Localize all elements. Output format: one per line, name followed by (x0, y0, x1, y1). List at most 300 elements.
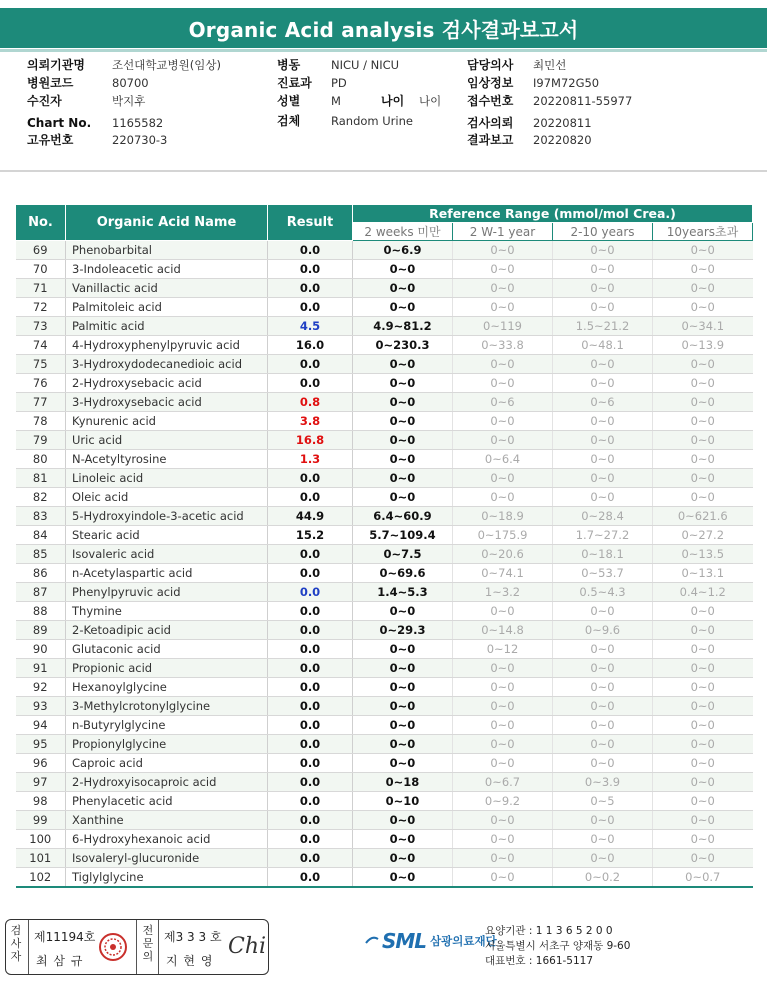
row-number: 90 (16, 640, 66, 659)
result-value: 0.0 (268, 640, 353, 659)
acid-name: Isovaleric acid (66, 545, 268, 564)
acid-name: Phenylacetic acid (66, 792, 268, 811)
results-body (16, 241, 753, 887)
row-number: 84 (16, 526, 66, 545)
ref-over-10-years: 0~0 (653, 450, 753, 469)
ref-2-10-years: 0~0 (553, 355, 653, 374)
report-date-value: 20220820 (533, 133, 592, 147)
ref-over-10-years: 0~621.6 (653, 507, 753, 526)
result-value: 0.0 (268, 602, 353, 621)
ref-over-10-years: 0~0.7 (653, 868, 753, 887)
ref-under-2-weeks: 0~0 (353, 849, 453, 868)
result-value: 0.0 (268, 735, 353, 754)
ref-over-10-years: 0~34.1 (653, 317, 753, 336)
signature: Chi (228, 934, 267, 959)
row-number: 72 (16, 298, 66, 317)
result-value: 0.0 (268, 754, 353, 773)
table-row (16, 564, 753, 583)
signature-box (5, 919, 269, 975)
ref-2-10-years: 0~48.1 (553, 336, 653, 355)
acid-name: Phenylpyruvic acid (66, 583, 268, 602)
organization-info (485, 924, 630, 969)
row-number: 77 (16, 393, 66, 412)
ref-2-10-years: 0~0 (553, 640, 653, 659)
table-row (16, 298, 753, 317)
ref-2w-1-year: 0~0 (453, 469, 553, 488)
result-value: 0.0 (268, 583, 353, 602)
result-value: 0.8 (268, 393, 353, 412)
ref-2-10-years: 0~0 (553, 716, 653, 735)
result-value: 0.0 (268, 241, 353, 260)
result-value: 0.0 (268, 697, 353, 716)
row-number: 95 (16, 735, 66, 754)
row-number: 98 (16, 792, 66, 811)
acid-name: Thymine (66, 602, 268, 621)
acid-name: Phenobarbital (66, 241, 268, 260)
acid-name: Oleic acid (66, 488, 268, 507)
specialist-number: 제3 3 3 호 (164, 930, 222, 944)
ref-over-10-years: 0~0 (653, 678, 753, 697)
result-value: 0.0 (268, 545, 353, 564)
acid-name: Glutaconic acid (66, 640, 268, 659)
ref-over-10-years: 0~0 (653, 469, 753, 488)
acid-name: n-Butyrylglycine (66, 716, 268, 735)
ref-under-2-weeks: 0~0 (353, 754, 453, 773)
ref-2w-1-year: 0~0 (453, 754, 553, 773)
row-number: 99 (16, 811, 66, 830)
ref-under-2-weeks: 0~230.3 (353, 336, 453, 355)
ref-under-2-weeks: 0~0 (353, 716, 453, 735)
row-number: 81 (16, 469, 66, 488)
result-value: 0.0 (268, 564, 353, 583)
result-value: 0.0 (268, 659, 353, 678)
table-row (16, 355, 753, 374)
table-row (16, 830, 753, 849)
ref-over-10-years: 0~0 (653, 374, 753, 393)
receipt-label: 접수번호 (467, 94, 514, 108)
header-divider (0, 170, 767, 172)
col-header-result: Result (268, 205, 353, 241)
ref-2-10-years: 0~3.9 (553, 773, 653, 792)
ref-under-2-weeks: 0~0 (353, 469, 453, 488)
ref-2-10-years: 1.5~21.2 (553, 317, 653, 336)
result-value: 0.0 (268, 469, 353, 488)
ref-over-10-years: 0~13.1 (653, 564, 753, 583)
ref-2-10-years: 0~0 (553, 488, 653, 507)
table-row (16, 735, 753, 754)
row-number: 78 (16, 412, 66, 431)
ref-under-2-weeks: 4.9~81.2 (353, 317, 453, 336)
acid-name: 5-Hydroxyindole-3-acetic acid (66, 507, 268, 526)
ref-2w-1-year: 0~0 (453, 811, 553, 830)
acid-name: 3-Hydroxydodecanedioic acid (66, 355, 268, 374)
acid-name: n-Acetylaspartic acid (66, 564, 268, 583)
row-number: 102 (16, 868, 66, 887)
ref-under-2-weeks: 0~0 (353, 811, 453, 830)
table-row (16, 450, 753, 469)
ref-2w-1-year: 0~6.7 (453, 773, 553, 792)
ref-2-10-years: 0~53.7 (553, 564, 653, 583)
ref-2-10-years: 0~0 (553, 374, 653, 393)
ref-2w-1-year: 0~0 (453, 716, 553, 735)
ref-2-10-years: 0~18.1 (553, 545, 653, 564)
row-number: 76 (16, 374, 66, 393)
ref-over-10-years: 0~0 (653, 602, 753, 621)
acid-name: Xanthine (66, 811, 268, 830)
results-table-wrap (15, 204, 752, 888)
ref-over-10-years: 0~0 (653, 393, 753, 412)
col-header-r2: 2 W-1 year (453, 223, 553, 241)
ref-2w-1-year: 0~6.4 (453, 450, 553, 469)
row-number: 94 (16, 716, 66, 735)
ref-over-10-years: 0~0 (653, 260, 753, 279)
ref-under-2-weeks: 0~6.9 (353, 241, 453, 260)
acid-name: 3-Methylcrotonylglycine (66, 697, 268, 716)
ref-2-10-years: 0~0 (553, 602, 653, 621)
ref-2w-1-year: 0~0 (453, 412, 553, 431)
acid-name: Kynurenic acid (66, 412, 268, 431)
ref-2w-1-year: 0~18.9 (453, 507, 553, 526)
ref-2w-1-year: 0~0 (453, 374, 553, 393)
table-row (16, 469, 753, 488)
table-row (16, 317, 753, 336)
ref-2w-1-year: 0~119 (453, 317, 553, 336)
acid-name: Stearic acid (66, 526, 268, 545)
row-number: 71 (16, 279, 66, 298)
ref-under-2-weeks: 0~10 (353, 792, 453, 811)
dept-label: 진료과 (277, 76, 312, 90)
dept-value: PD (331, 76, 347, 90)
ref-over-10-years: 0~0 (653, 488, 753, 507)
report-date-label: 결과보고 (467, 133, 514, 147)
result-value: 0.0 (268, 374, 353, 393)
ref-2w-1-year: 0~0 (453, 488, 553, 507)
result-value: 16.8 (268, 431, 353, 450)
receipt-value: 20220811-55977 (533, 94, 633, 108)
ref-over-10-years: 0~0 (653, 659, 753, 678)
ref-2w-1-year: 0~0 (453, 355, 553, 374)
ref-under-2-weeks: 5.7~109.4 (353, 526, 453, 545)
ref-over-10-years: 0~0 (653, 621, 753, 640)
ref-2-10-years: 0~9.6 (553, 621, 653, 640)
row-number: 86 (16, 564, 66, 583)
ref-2-10-years: 0~0 (553, 697, 653, 716)
ref-under-2-weeks: 0~0 (353, 678, 453, 697)
table-row (16, 545, 753, 564)
table-row (16, 583, 753, 602)
sml-logo-text: SML (382, 929, 427, 953)
patient-value: 박지후 (112, 94, 146, 108)
ref-under-2-weeks: 0~0 (353, 279, 453, 298)
result-value: 0.0 (268, 716, 353, 735)
institution-label: 의뢰기관명 (27, 58, 85, 72)
result-value: 0.0 (268, 678, 353, 697)
acid-name: Tiglylglycine (66, 868, 268, 887)
table-row (16, 716, 753, 735)
row-number: 89 (16, 621, 66, 640)
row-number: 93 (16, 697, 66, 716)
acid-name: 2-Hydroxyisocaproic acid (66, 773, 268, 792)
ref-over-10-years: 0~0 (653, 811, 753, 830)
sex-value: M (331, 94, 341, 108)
inspector-seal-icon (98, 932, 128, 962)
ref-2-10-years: 0~0 (553, 260, 653, 279)
acid-name: Hexanoylglycine (66, 678, 268, 697)
row-number: 75 (16, 355, 66, 374)
ref-2w-1-year: 0~0 (453, 602, 553, 621)
care-code: 요양기관 : 1 1 3 6 5 2 0 0 (485, 925, 613, 937)
ref-2-10-years: 0~0 (553, 735, 653, 754)
ref-over-10-years: 0.4~1.2 (653, 583, 753, 602)
doctor-value: 최민선 (533, 58, 567, 72)
ref-2-10-years: 0~0 (553, 279, 653, 298)
request-value: 20220811 (533, 116, 592, 130)
row-number: 85 (16, 545, 66, 564)
result-value: 0.0 (268, 621, 353, 640)
result-value: 0.0 (268, 849, 353, 868)
clinical-value: I97M72G50 (533, 76, 600, 90)
acid-name: Vanillactic acid (66, 279, 268, 298)
ref-2-10-years: 0~0 (553, 431, 653, 450)
ref-under-2-weeks: 0~0 (353, 640, 453, 659)
table-row (16, 393, 753, 412)
table-row (16, 488, 753, 507)
ref-2w-1-year: 0~175.9 (453, 526, 553, 545)
col-header-reference: Reference Range (mmol/mol Crea.) (353, 205, 753, 223)
ref-under-2-weeks: 0~18 (353, 773, 453, 792)
ref-2-10-years: 0~28.4 (553, 507, 653, 526)
org-phone: 대표번호 : 1661-5117 (485, 955, 594, 967)
result-value: 0.0 (268, 279, 353, 298)
ref-2w-1-year: 0~0 (453, 849, 553, 868)
ref-2w-1-year: 0~0 (453, 735, 553, 754)
row-number: 74 (16, 336, 66, 355)
ref-over-10-years: 0~0 (653, 279, 753, 298)
specialist-name: 지 현 영 (166, 954, 214, 968)
ref-2w-1-year: 0~9.2 (453, 792, 553, 811)
ref-2w-1-year: 0~14.8 (453, 621, 553, 640)
acid-name: Isovaleryl-glucuronide (66, 849, 268, 868)
sign-divider (158, 920, 159, 974)
sex-label: 성별 (277, 94, 301, 108)
acid-name: 2-Hydroxysebacic acid (66, 374, 268, 393)
ref-2-10-years: 0.5~4.3 (553, 583, 653, 602)
result-value: 0.0 (268, 298, 353, 317)
row-number: 101 (16, 849, 66, 868)
result-value: 0.0 (268, 260, 353, 279)
ref-2w-1-year: 0~6 (453, 393, 553, 412)
ref-under-2-weeks: 0~7.5 (353, 545, 453, 564)
ref-under-2-weeks: 0~0 (353, 412, 453, 431)
result-value: 0.0 (268, 355, 353, 374)
table-row (16, 336, 753, 355)
row-number: 92 (16, 678, 66, 697)
table-row (16, 279, 753, 298)
ref-2w-1-year: 0~74.1 (453, 564, 553, 583)
ref-2-10-years: 0~0 (553, 412, 653, 431)
unique-no-label: 고유번호 (27, 133, 74, 147)
table-row (16, 412, 753, 431)
ref-2-10-years: 0~0 (553, 678, 653, 697)
sml-logo (364, 929, 497, 953)
ref-2-10-years: 1.7~27.2 (553, 526, 653, 545)
doctor-label: 담당의사 (467, 58, 514, 72)
result-value: 0.0 (268, 792, 353, 811)
ref-over-10-years: 0~0 (653, 697, 753, 716)
specialist-vertical-label: 전문의 (142, 924, 154, 963)
ref-2-10-years: 0~0 (553, 849, 653, 868)
ref-under-2-weeks: 0~0 (353, 830, 453, 849)
table-row (16, 241, 753, 260)
col-header-r3: 2-10 years (553, 223, 653, 241)
table-row (16, 640, 753, 659)
row-number: 82 (16, 488, 66, 507)
row-number: 70 (16, 260, 66, 279)
ref-2-10-years: 0~0 (553, 450, 653, 469)
ref-under-2-weeks: 0~0 (353, 393, 453, 412)
acid-name: 4-Hydroxyphenylpyruvic acid (66, 336, 268, 355)
clinical-label: 임상정보 (467, 76, 514, 90)
ref-2w-1-year: 0~12 (453, 640, 553, 659)
ref-over-10-years: 0~0 (653, 792, 753, 811)
table-row (16, 659, 753, 678)
acid-name: Propionylglycine (66, 735, 268, 754)
row-number: 96 (16, 754, 66, 773)
sign-divider (28, 920, 29, 974)
ref-2w-1-year: 0~0 (453, 830, 553, 849)
ref-2-10-years: 0~0 (553, 241, 653, 260)
age-value: 나이 (419, 94, 442, 108)
ref-under-2-weeks: 0~0 (353, 488, 453, 507)
ref-2w-1-year: 0~0 (453, 260, 553, 279)
ward-label: 병동 (277, 58, 301, 72)
ref-2-10-years: 0~0 (553, 469, 653, 488)
chart-no-label: Chart No. (27, 116, 92, 130)
result-value: 16.0 (268, 336, 353, 355)
table-row (16, 754, 753, 773)
table-row (16, 811, 753, 830)
row-number: 97 (16, 773, 66, 792)
ref-over-10-years: 0~0 (653, 355, 753, 374)
ref-2w-1-year: 0~0 (453, 697, 553, 716)
ref-under-2-weeks: 0~69.6 (353, 564, 453, 583)
ref-2w-1-year: 0~0 (453, 659, 553, 678)
acid-name: 2-Ketoadipic acid (66, 621, 268, 640)
ref-under-2-weeks: 0~0 (353, 260, 453, 279)
ref-2w-1-year: 0~33.8 (453, 336, 553, 355)
acid-name: 6-Hydroxyhexanoic acid (66, 830, 268, 849)
acid-name: Linoleic acid (66, 469, 268, 488)
result-value: 4.5 (268, 317, 353, 336)
ref-over-10-years: 0~27.2 (653, 526, 753, 545)
row-number: 100 (16, 830, 66, 849)
ref-over-10-years: 0~0 (653, 716, 753, 735)
acid-name: Palmitoleic acid (66, 298, 268, 317)
ref-2w-1-year: 0~0 (453, 868, 553, 887)
foundation-name: 삼광의료재단 (430, 934, 497, 948)
report-footer (0, 915, 767, 983)
inspector-vertical-label: 검사자 (10, 924, 22, 963)
patient-label: 수진자 (27, 94, 62, 108)
table-row (16, 678, 753, 697)
row-number: 83 (16, 507, 66, 526)
col-header-no: No. (16, 205, 66, 241)
result-value: 0.0 (268, 830, 353, 849)
row-number: 69 (16, 241, 66, 260)
ref-2w-1-year: 0~0 (453, 431, 553, 450)
table-row (16, 792, 753, 811)
table-row (16, 260, 753, 279)
ref-2-10-years: 0~0.2 (553, 868, 653, 887)
ref-2-10-years: 0~0 (553, 754, 653, 773)
ref-over-10-years: 0~0 (653, 830, 753, 849)
acid-name: Uric acid (66, 431, 268, 450)
row-number: 87 (16, 583, 66, 602)
ref-2w-1-year: 0~0 (453, 241, 553, 260)
sign-divider (136, 920, 137, 974)
ref-over-10-years: 0~0 (653, 735, 753, 754)
results-table (15, 204, 753, 888)
ward-value: NICU / NICU (331, 58, 400, 72)
sml-logo-icon (364, 933, 380, 949)
ref-under-2-weeks: 1.4~5.3 (353, 583, 453, 602)
inspector-name: 최 삼 규 (36, 954, 84, 968)
ref-2-10-years: 0~6 (553, 393, 653, 412)
ref-2-10-years: 0~0 (553, 830, 653, 849)
ref-under-2-weeks: 0~0 (353, 602, 453, 621)
ref-under-2-weeks: 0~0 (353, 298, 453, 317)
result-value: 1.3 (268, 450, 353, 469)
ref-under-2-weeks: 0~0 (353, 735, 453, 754)
patient-info (27, 56, 747, 156)
table-row (16, 621, 753, 640)
ref-2w-1-year: 0~0 (453, 279, 553, 298)
chart-no-value: 1165582 (112, 116, 164, 130)
acid-name: N-Acetyltyrosine (66, 450, 268, 469)
acid-name: Palmitic acid (66, 317, 268, 336)
specimen-label: 검체 (277, 114, 301, 128)
row-number: 79 (16, 431, 66, 450)
ref-under-2-weeks: 0~0 (353, 697, 453, 716)
result-value: 0.0 (268, 868, 353, 887)
table-row (16, 868, 753, 887)
acid-name: 3-Indoleacetic acid (66, 260, 268, 279)
ref-over-10-years: 0~13.9 (653, 336, 753, 355)
table-row (16, 602, 753, 621)
specimen-value: Random Urine (331, 114, 413, 128)
row-number: 91 (16, 659, 66, 678)
result-value: 0.0 (268, 773, 353, 792)
ref-2w-1-year: 1~3.2 (453, 583, 553, 602)
ref-over-10-years: 0~0 (653, 773, 753, 792)
report-title: Organic Acid analysis 검사결과보고서 (0, 8, 767, 48)
result-value: 0.0 (268, 811, 353, 830)
row-number: 88 (16, 602, 66, 621)
acid-name: Caproic acid (66, 754, 268, 773)
ref-2-10-years: 0~5 (553, 792, 653, 811)
col-header-name: Organic Acid Name (66, 205, 268, 241)
table-row (16, 697, 753, 716)
table-row (16, 507, 753, 526)
ref-under-2-weeks: 6.4~60.9 (353, 507, 453, 526)
table-row (16, 849, 753, 868)
row-number: 80 (16, 450, 66, 469)
ref-2-10-years: 0~0 (553, 811, 653, 830)
institution-value: 조선대학교병원(임상) (112, 58, 221, 72)
result-value: 15.2 (268, 526, 353, 545)
ref-over-10-years: 0~0 (653, 412, 753, 431)
ref-under-2-weeks: 0~0 (353, 374, 453, 393)
